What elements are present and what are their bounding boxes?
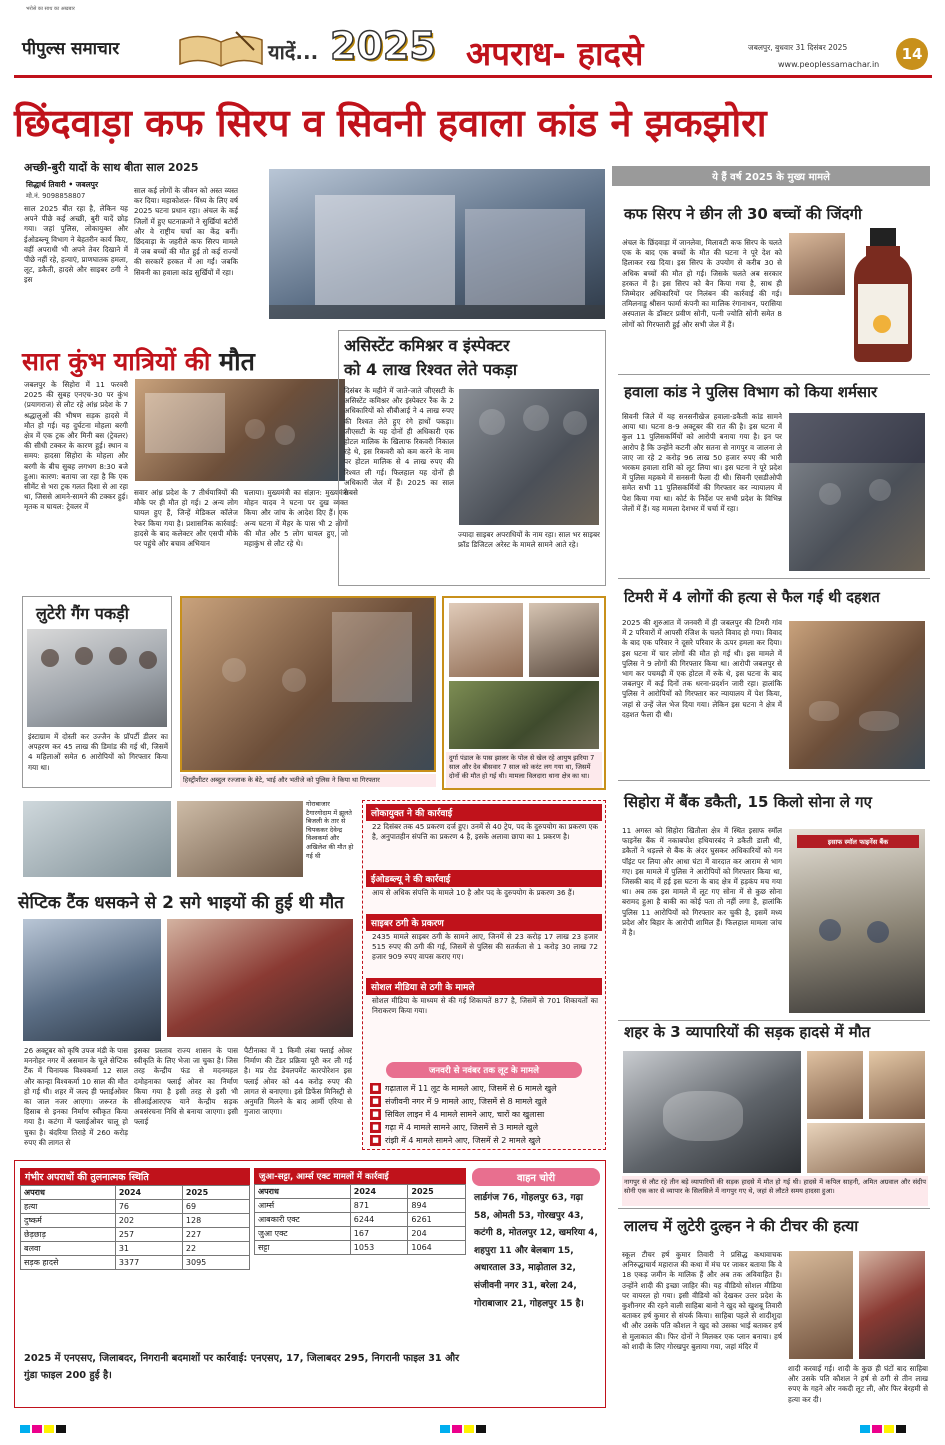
pandal-photo <box>448 680 600 750</box>
kumbh-accident-photo <box>134 378 346 482</box>
cyber-text: 2435 मामले साइबर ठगी के सामने आए, जिनमें से 23 करोड़ 17 लाख 23 हजार 515 रुपए की ठगी की गई, जिसमें से पुलिस की सतर्कता से 1 करोड़ 30 लाख 72 हजार 909 रुपए वापस कराए गए। <box>372 932 598 962</box>
table-cell: 22 <box>182 1242 249 1256</box>
gang-headline: लुटेरी गैंग पकड़ी <box>36 604 129 623</box>
boy-photo-1 <box>448 602 524 678</box>
cough-headline: कफ सिरप ने छीन ली 30 बच्चों की जिंदगी <box>624 205 862 223</box>
gambling-table <box>254 1184 466 1255</box>
year-label: 2025 <box>330 24 436 68</box>
vehicle-head: वाहन चोरी <box>472 1168 600 1186</box>
traders-caption: नागपुर से लौट रहे तीन बड़े व्यापारियों की सड़क हादसे में मौत हो गई थी। हादसे में कपिल साहनी, अमित अग्रवाल और संदीप सोनी एक कार से व्यापार के सिलसिले में नागपुर गए थे, जहां से लौटते समय हादसा हुआ। <box>622 1176 928 1206</box>
table-cell: आबकारी एक्ट <box>255 1213 351 1227</box>
table-cell: 6244 <box>350 1213 408 1227</box>
gambling-table-head: जुआ-सट्टा, आर्म्स एक्ट मामलों में कार्रवाई <box>254 1168 466 1184</box>
table-cell: 76 <box>115 1200 182 1214</box>
table-cell: 257 <box>115 1228 182 1242</box>
crime-table <box>20 1185 250 1270</box>
social-head: सोशल मीडिया से ठगी के मामले <box>366 978 602 995</box>
byline-separator-icon: • <box>68 180 74 189</box>
crime-table-panel <box>20 1168 250 1270</box>
byline-city: जबलपुर <box>75 180 99 189</box>
page-number: 14 <box>896 38 928 70</box>
nsa-line: 2025 में एनएसए, जिलाबदर, निगरानी बदमाशों पर कार्रवाई: एनएसए, 17, जिलाबदर 295, निगरानी फाइल 31 और गुंडा फाइल 200 हुई है। <box>24 1353 460 1381</box>
table-header-row <box>255 1185 466 1199</box>
book-icon <box>176 30 266 68</box>
loot-bullet-icon: ■ <box>370 1135 381 1146</box>
loot-box <box>366 1062 602 1146</box>
intro-text-col2: साल कई लोगों के जीवन को अस्त व्यस्त कर दिया। महाकोशल- विंध्य के लिए वर्ष 2025 घटना प्रधान रहा। अंचल के कई जिलों में हुए घटनाक्रमों ने सुर्खियां बटोरीं और वे राष्ट्रीय चर्चा का केंद्र बनीं। छिंदवाड़ा के जहरीले कफ सिरप मामले में जब बच्चों की मौत हुई तो कई राज्यों की सरकारें हरकत में आ गईं। जबकि सिवनी का हवाला कांड सुर्खियों में रहा। <box>134 186 238 277</box>
loot-list <box>366 1078 602 1147</box>
table-cell: सट्टा <box>255 1241 351 1255</box>
vehicle-text: लार्डगंज 76, गोहलपुर 63, गढ़ा 58, ओमती 53, गोरखपुर 43, कटंगी 8, मोतलपुर 12, खमरिया 4, शहपुरा 11 और बेलबाग 15, अधारताल 33, माढ़ोताल 32, संजीवनी नगर 31, बरेला 24, गोराबाजार 21, गोहलपुर 15 है। <box>474 1193 598 1309</box>
bride-photo <box>858 1250 926 1360</box>
table-cell: आर्म्स <box>255 1199 351 1213</box>
hawala-headline: हवाला कांड ने पुलिस विभाग को किया शर्मसार <box>624 383 878 401</box>
table-cell: 227 <box>182 1228 249 1242</box>
side-sep-4 <box>618 1020 930 1021</box>
table-cell: दुष्कर्म <box>21 1214 116 1228</box>
loot-head: जनवरी से नवंबर तक लूट के मामले <box>386 1062 582 1078</box>
side-sep-5 <box>618 1208 930 1209</box>
lokayukta-head: लोकायुक्त ने की कार्रवाई <box>366 804 602 821</box>
bank-sign: इसाफ स्मॉल फाइनेंस बैंक <box>797 835 919 848</box>
byline-name: सिद्धार्थ तिवारी <box>26 180 66 189</box>
kumbh-headline <box>22 344 255 378</box>
loot-item-text: सिविल लाइन में 4 मामले सामने आए, चारों का खुलासा <box>385 1110 545 1119</box>
police-arrest-photo <box>180 596 436 772</box>
banner-headline: छिंदवाड़ा कफ सिरप व सिवनी हवाला कांड ने झकझोरा <box>14 101 767 145</box>
table-row <box>255 1227 466 1241</box>
loot-item-text: रांझी में 4 मामले सामने आए, जिसमें से 2 मामले खुले <box>385 1136 541 1145</box>
bribe-arrest-photo <box>458 388 600 526</box>
lokayukta-text: 22 दिसंबर तक 45 प्रकरण दर्ज हुए। उनमें से 40 ट्रेप, पद के दुरुपयोग का प्रकरण एक है, अनुपातहीन संपत्ति का प्रकरण 4 है, इसके अलावा छापा का 1 प्रकरण है। <box>372 822 598 842</box>
table-header-cell: 2024 <box>115 1186 182 1200</box>
loot-item-text: गढ़ाताल में 11 लूट के मामले आए, जिसमें से 6 मामले खुले <box>385 1084 557 1093</box>
table-header-row <box>21 1186 250 1200</box>
bribe-headline-1: असिस्टेंट कमिश्नर व इंस्पेक्टर <box>344 336 510 355</box>
bribe-headline-2: को 4 लाख रिश्वत लेते पकड़ा <box>344 360 518 379</box>
table-cell: छेड़छाड़ <box>21 1228 116 1242</box>
table-cell: 204 <box>408 1227 466 1241</box>
traders-headline: शहर के 3 व्यापारियों की सड़क हादसे में मौत <box>624 1023 871 1041</box>
table-cell: बलवा <box>21 1242 116 1256</box>
table-row <box>21 1214 250 1228</box>
crime-table-head: गंभीर अपराधों की तुलनात्मक स्थिति <box>20 1168 250 1185</box>
side-sep-2 <box>618 578 930 579</box>
septic-headline: सेप्टिक टैंक धसकने से 2 सगे भाइयों की हुई थी मौत <box>18 893 344 913</box>
intro-kicker: अच्छी-बुरी यादों के साथ बीता साल 2025 <box>24 161 199 174</box>
eow-text: आय से अधिक संपत्ति के मामले 10 है और पद के दुरुपयोग के प्रकरण 36 हैं। <box>372 888 575 897</box>
table-cell: 1064 <box>408 1241 466 1255</box>
bribe-text-col2: ज्यादा साइबर अपराधियों के नाम रहा। साल भर साइबर फ्रॉड डिजिटल अरेस्ट के मामले सामने आते रहे। <box>458 530 600 550</box>
dulhan-headline: लालच में लुटेरी दुल्हन ने की टीचर की हत्या <box>624 1217 859 1235</box>
table-cell: हत्या <box>21 1200 116 1214</box>
intro-byline <box>26 180 98 190</box>
timri-crime-photo <box>788 620 926 770</box>
cough-text: अंचल के छिंदवाड़ा में जानलेवा, मिलावटी कफ सिरप के चलते एक के बाद एक बच्चों के मौत की घटना ने पूरे देश को हिलाकर रख दिया। इस सिरप के उपयोग से करीब 30 से अधिक बच्चों की मौत हो गई। जिसके चलते अब सरकार हरकत में है। इस सिरप को बैन किया गया है, साथ ही जिम्मेदार अधिकारियों पर निलंबन की कार्रवाई की गई। तमिलनाडु श्रीसन फार्मा कंपनी का मालिक रंगानाथन, परासिया अस्पताल के डॉक्टर प्रवीण सोनी, पत्नी ज्योति सोनी समेत 8 लोगों को गिरफ्तारी हुई और सभी जेल में हैं। <box>622 238 782 329</box>
yaadein-label: यादें... <box>268 40 319 64</box>
bribe-text-col1: दिसंबर के महीने में जाते-जाते जीएसटी के असिस्टेंट कमिश्नर और इंस्पेक्टर रैंक के 2 अधिकारियों को सीबीआई ने 4 लाख रुपए की रिश्वत लेते हुए रंगे हाथों पकड़ा। जीएसटी के यह दोनों ही अधिकारी एक होटल मालिक के खिलाफ रिकवरी निकाल रहे थे, इस रिकवरी को कम करने के नाम पर होटल मालिक से 4 लाख रुपए की रिश्वत ली गई। फिलहाल यह दोनों ही अधिकारी जेल में हैं। 2025 का साल सबसे <box>344 386 454 498</box>
table-cell: 69 <box>182 1200 249 1214</box>
timri-text: 2025 की शुरुआत में जनवरी में ही जबलपुर की टिमरी गांव में 2 परिवारों में आपसी रंजिश के चलते विवाद हो गया। विवाद के बाद एक परिवार ने दूसरे परिवार के ऊपर हमला कर दिया। इस घटना में चार लोगों की मौत हो गई थी। इस मामले में पुलिस ने 9 लोगों की गिरफ्तार किया था। आरोपी जबलपुर से भाग कर पचमढ़ी में एक होटल में रुके थे, इस घटना के बाद जबलपुर में कई दिनों तक धरना-प्रदर्शन जारी रहा। हालांकि पुलिस ने आरोपियों को गिरफ्तार कर न्यायालय में पेश किया, जहां से उन्हें जेल भेज दिया गया। लेकिन इस घटना ने क्षेत्र में दहशत फैला दी थी। <box>622 618 782 719</box>
gang-women-photo <box>26 628 168 728</box>
septic-text-col1: 26 अक्टूबर को कृषि उपज मंडी के पास मननोहर नगर में असमान के चूले सेप्टिक टैंक में चिनायक विश्वकर्मा 12 साल और कान्हा विश्वकर्मा 10 साल की मौत हो गई थी। शहर में जल्द ही फ्लाईओवर का जाल नजर आएगा। जरूरत के हिसाब से इनका निर्माण स्वीकृत किया गया है। कटंगा में फ्लाईओवर चालू हो चुका है। बंदरिया तिराहे में 260 करोड़ रुपए की लागत से <box>24 1046 128 1147</box>
gambling-table-panel <box>254 1168 466 1255</box>
gang-caption: इंस्टाग्राम में दोस्ती कर उज्जैन के प्रॉपर्टी डीलर का अपहरण कर 45 लाख की डिमांड की गई थी, जिसमें 4 महिलाओं समेत 6 आरोपियों को गिरफ्तार किया गया था। <box>28 732 168 772</box>
table-cell: 894 <box>408 1199 466 1213</box>
cough-doctor-photo <box>788 232 846 296</box>
loot-bullet-icon: ■ <box>370 1122 381 1133</box>
septic-boys-photo <box>22 918 162 1042</box>
loot-item <box>370 1121 598 1134</box>
table-cell: 3377 <box>115 1256 182 1270</box>
hospital-photo-2 <box>176 800 304 878</box>
boys-caption: दुर्गा पंडाल के पास झालर के पोल से खेल रहे आयुष झरिया 7 साल और देव बीसवार 7 साल को करंट लग गया था, जिसमें दोनों की मौत हो गई थी। मामला विलदारा थाना क्षेत्र का था। <box>446 752 602 788</box>
dulhan-text2: शादी करवाई गई। शादी के कुछ ही घंटों बाद साहिबा और उसके पति कौशल ने हर्ष से ठगी से तीन लाख रुपए के गहने और नकदी लूट ली, और फिर बेरहमी से हत्या कर दी। <box>788 1364 928 1404</box>
septic-text-col2: इसका प्रस्ताव राज्य शासन के पास स्वीकृति के लिए भेजा जा चुका है। जिस तरह केन्द्रीय फंड से मदनमहल दमोहनाका फ्लाई ओवर का निर्माण किया गया है इसी तरह से इसी भी सीआईआरएफ याने केन्द्रीय सड़क अवसंरचना निधि से बनाया जाएगा। इसी फ्लाई <box>134 1046 238 1127</box>
table-row <box>21 1228 250 1242</box>
table-cell: 3095 <box>182 1256 249 1270</box>
table-header-cell: 2025 <box>182 1186 249 1200</box>
hawala-police-photo <box>788 412 926 572</box>
loot-item <box>370 1134 598 1147</box>
table-row <box>21 1200 250 1214</box>
table-cell: 167 <box>350 1227 408 1241</box>
kumbh-text-col1: जबलपुर के सिहोरा में 11 फरवरी 2025 की सुबह एनएच-30 पर कुंभ (प्रयागराज) से लौट रहे आंध्र प्रदेश के 7 श्रद्धालुओं की भीषण सड़क हादसे में मौत हो गई। यह दुर्घटना मोहला बरगी क्षेत्र में एक ट्रक और मिनी बस (ट्रेवलर) की सीधी टक्कर के कारण हुई। स्थान व समय: हादसा सिहोरा के मोहला और बरगी के बीच सुबह लगभग 8:30 बजे हुआ। कारण: बताया जा रहा है कि एक सीमेंट से भरा ट्रक गलत दिशा से आ रहा था, जिससे आमने-सामने की टक्कर हुई। मृतक व घायल: ट्रेवलर में <box>24 380 128 512</box>
table-cell: 202 <box>115 1214 182 1228</box>
website-link[interactable]: www.peoplessamachar.in <box>778 60 880 69</box>
intro-text-col1: साल 2025 बीत रहा है, लेकिन यह अपने पीछे कई अच्छी, बुरी यादें छोड़ गया। जहां पुलिस, लोकायुक्त और ईओडब्ल्यू विभाग ने बेहतरीन कार्य किए, वहीं अपराधी भी अपने तेवर दिखाने में पीछे नहीं रहे, हत्याएं, प्राणघातक हमला, लूट, डकैती, हादसे और साइबर ठगी ने इस <box>24 204 128 285</box>
byline-mobile: मो.नं. 9098858807 <box>26 192 86 200</box>
eow-head: ईओडब्ल्यू ने की कार्रवाई <box>366 870 602 887</box>
table-header-cell: 2025 <box>408 1185 466 1199</box>
loot-item <box>370 1082 598 1095</box>
loot-bullet-icon: ■ <box>370 1083 381 1094</box>
table-header-cell: अपराध <box>21 1186 116 1200</box>
hospital-photo-1 <box>22 800 172 878</box>
kumbh-headline-b: मौत <box>219 347 255 376</box>
table-row <box>255 1213 466 1227</box>
septic-text-col3: पैटीनाका में 1 किमी लंबा फ्लाई ओवर निर्माण की टेंडर प्रक्रिया पूरी कर ली गई है। मप्र रोड डेवलपमेंट कारपोरेशन इस फ्लाई ओवर को 44 करोड़ रुपए की लागत से बनाएगा। इसे डिफेंस मिनिस्ट्री से अनुमति मिलने के बाद आर्मी एरिया से गुजारा जाएगा। <box>244 1046 352 1117</box>
table-header-cell: अपराध <box>255 1185 351 1199</box>
trader-photo-2 <box>868 1050 926 1120</box>
section-title: अपराध- हादसे <box>466 34 644 73</box>
sihora-text: 11 अगस्त को सिहोरा खितौला क्षेत्र में स्थित इसाफ स्मॉल फाइनेंस बैंक में नकाबपोश हथियारबंद ने डकैती डाली थी, डकैतों ने धड़ल्ले से बैंक के अंदर घुसकर अधिकारियों को गन पॉइंट पर लिया और आधा घंटा में वारदात कर आराम से भाग गए। इस मामले में पुलिस ने आरोपियों को गिरफ्तार किया था, जिसकी बाद में हई इस घटना के बाद क्षेत्र में हड़कंप मच गया था। अब तक इस मामले में लूट गए सोना में से कुछ सोना बरामद हुआ है बाकी का कोई पता तो नहीं लगा है, हालांकि पुलिस 11 आरोपियों को गिरफ्तार कर चुकी है, इसमें मध्य प्रदेश और बिहार के आरोपी शामिल हैं। फिलहाल मामला जांच में है। <box>622 826 782 938</box>
loot-item <box>370 1108 598 1121</box>
loot-item <box>370 1095 598 1108</box>
table-cell: 871 <box>350 1199 408 1213</box>
masthead-area <box>8 6 938 73</box>
boy-photo-2 <box>528 602 600 678</box>
loot-bullet-icon: ■ <box>370 1096 381 1107</box>
kumbh-text-col3: चलाया। मुख्यमंत्री का संज्ञान: मुख्यमंत्री मोहन यादव ने घटना पर दुख व्यक्त किया और जांच के आदेश दिए हैं। एक अन्य घटना में मैहर के पास भी 2 लोगों की मौत और 5 लोग घायल हुए, जो महाकुंभ से लौट रहे थे। <box>244 488 348 549</box>
table-row <box>255 1241 466 1255</box>
header-rule <box>14 75 932 78</box>
table-row <box>21 1242 250 1256</box>
table-cell: सड़क हादसे <box>21 1256 116 1270</box>
bulldozer-caption: हिस्ट्रीशीटर अब्दुल रज्जाक के बेटे, भाई और भतीजे को पुलिस ने किया था गिरफ्तार <box>180 774 436 787</box>
loot-item-text: गढ़ा में 4 मामले सामने आए, जिसमें से 3 मामले खुले <box>385 1123 539 1132</box>
table-header-cell: 2024 <box>350 1185 408 1199</box>
loot-bullet-icon: ■ <box>370 1109 381 1120</box>
sihora-headline: सिहोरा में बैंक डकैती, 15 किलो सोना ले गए <box>624 793 872 811</box>
side-sep-1 <box>618 374 930 375</box>
table-row <box>21 1256 250 1270</box>
septic-rescue-photo <box>166 918 354 1038</box>
masthead-logo[interactable]: पीपुल्स समाचार <box>22 39 120 59</box>
timri-headline: टिमरी में 4 लोगों की हत्या से फैल गई थी दहशत <box>624 590 880 606</box>
trader-photo-1 <box>806 1050 864 1120</box>
table-cell: 31 <box>115 1242 182 1256</box>
social-text: सोशल मीडिया के माध्यम से की गई शिकायतें 877 है, जिसमें से 701 शिकायतों का निराकरण किया गया। <box>372 996 598 1016</box>
sihora-bank-photo <box>788 828 926 1014</box>
side-sep-3 <box>618 780 930 781</box>
dateline: जबलपुर, बुधवार 31 दिसंबर 2025 <box>748 43 848 52</box>
kumbh-headline-a: सात कुंभ यात्रियों की <box>22 347 211 376</box>
table-cell: 6261 <box>408 1213 466 1227</box>
side-head: ये हैं वर्ष 2025 के मुख्य मामले <box>612 166 930 186</box>
registration-marks <box>0 1420 945 1432</box>
cyber-head: साइबर ठगी के प्रकरण <box>366 914 602 931</box>
car-wreck-photo <box>622 1050 802 1174</box>
kumbh-text-col2: सवार आंध्र प्रदेश के 7 तीर्थयात्रियों की मौके पर ही मौत हो गई। 2 अन्य लोग घायल हुए हैं, जिन्हें मेडिकल कॉलेज रेफर किया गया है। प्रशासनिक कार्रवाई: हादसे के बाद कलेक्टर और एसपी मौके पर पहुंचे और बचाव अभियान <box>134 488 238 549</box>
syrup-bottle-icon <box>852 228 914 362</box>
teacher-photo <box>788 1250 854 1360</box>
table-cell: जुआ एक्ट <box>255 1227 351 1241</box>
vehicle-panel <box>472 1168 600 1398</box>
table-row <box>255 1199 466 1213</box>
trader-photo-3 <box>806 1122 926 1174</box>
hawala-text: सिवनी जिले में यह सनसनीखेज हवाला-डकैती कांड सामने आया था। घटना 8-9 अक्टूबर की रात की है। इस घटना में कुल 11 पुलिसकर्मियों को आरोपी बनाया गया है। इन पर आरोप है कि उन्होंने कटनी और सतना से नागपुर व जालना ले जाए जा रहे 2 करोड़ 96 लाख 50 हजार रुपए की भारी भरकम हवाला राशि को लूट लिया था। इस घटना ने पूरे प्रदेश में पुलिस महकमे में सनसनी फैला दी थी। सिवनी एसडीओपी समेत सभी 11 पुलिसकर्मियों की गिरफ्तार कर न्यायालय में पेश किया गया था। कोर्ट के निर्देश पर सभी प्रदेश के विभिन्न जेलों में हैं। यह मामला देशभर में चर्चा में रहा। <box>622 412 782 513</box>
loot-item-text: संजीवनी नगर में 9 मामले आए, जिसमें से 8 मामले खुले <box>385 1097 547 1106</box>
edw-building-photo <box>268 168 606 320</box>
hospital-caption: गोराबाजार टैगारगोदाम में झूलते बिजली के तार से चिपककर देवेन्द्र विश्वकर्मा और अखिलेश की मौत हो गई थी <box>306 800 354 860</box>
table-cell: 128 <box>182 1214 249 1228</box>
dulhan-text: स्कूल टीचर हर्ष कुमार तिवारी ने प्रसिद्ध कथावाचक अनिरुद्धाचार्य महाराज की कथा में मंच पर जाकर बताया कि वे 18 एकड़ जमीन के मालिक हैं और अब तक अविवाहित हैं। उन्होंने शादी की इच्छा जाहिर की। यह वीडियो सोशल मीडिया पर वायरल हो गया। इसी वीडियो को देखकर उत्तर प्रदेश के कुशीनगर की रहने वाली साहिबा बानो ने खुद को खुशबू तिवारी बताकर हर्ष कुमार से संपर्क किया। साहिबा पहले से शादीशुदा थी और उसके पति कौशल ने खुद को उसका भाई बताकर हर्ष से मुलाकात की। फिर दोनों ने मिलकर एक प्लान बनाया। हर्ष को शादी के लिए गोरखपुर बुलाया गया, जहां मंदिर में <box>622 1250 782 1351</box>
table-cell: 1053 <box>350 1241 408 1255</box>
masthead-tagline: भरोसे का साथ का अखबार <box>26 6 75 12</box>
